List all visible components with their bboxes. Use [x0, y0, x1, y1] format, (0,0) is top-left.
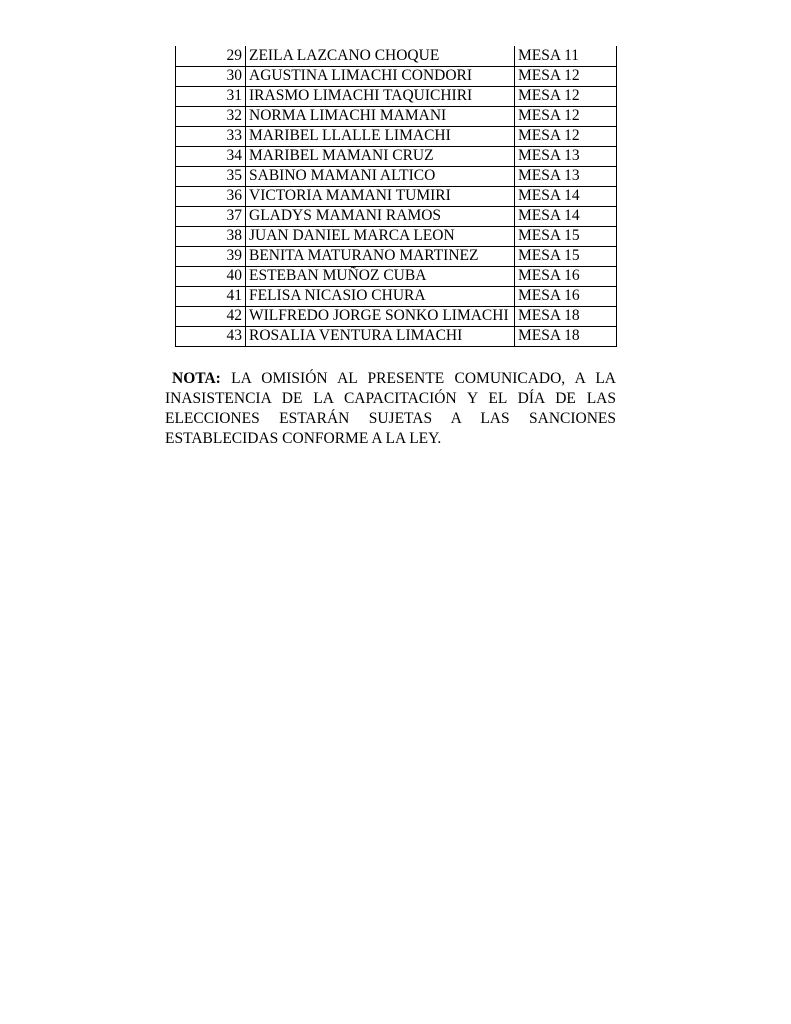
table-row: [176, 126, 617, 146]
mesa-assignment: MESA 13: [515, 146, 617, 166]
row-number: 30: [176, 66, 246, 86]
table-row: [176, 166, 617, 186]
designation-table: [175, 46, 617, 347]
row-number: 33: [176, 126, 246, 146]
note-label: NOTA:: [172, 370, 221, 387]
table-row: [176, 206, 617, 226]
mesa-assignment: MESA 16: [515, 266, 617, 286]
mesa-assignment: MESA 15: [515, 246, 617, 266]
table-row: [176, 66, 617, 86]
row-number: 40: [176, 266, 246, 286]
mesa-assignment: MESA 18: [515, 306, 617, 326]
person-name: WILFREDO JORGE SONKO LIMACHI: [246, 306, 515, 326]
row-number: 38: [176, 226, 246, 246]
person-name: VICTORIA MAMANI TUMIRI: [246, 186, 515, 206]
designation-table-body: [176, 46, 617, 346]
row-number: 35: [176, 166, 246, 186]
person-name: SABINO MAMANI ALTICO: [246, 166, 515, 186]
person-name: ZEILA LAZCANO CHOQUE: [246, 46, 515, 66]
person-name: IRASMO LIMACHI TAQUICHIRI: [246, 86, 515, 106]
table-row: [176, 246, 617, 266]
person-name: GLADYS MAMANI RAMOS: [246, 206, 515, 226]
table-row: [176, 86, 617, 106]
mesa-assignment: MESA 11: [515, 46, 617, 66]
mesa-assignment: MESA 16: [515, 286, 617, 306]
table-row: [176, 266, 617, 286]
table-row: [176, 326, 617, 346]
table-row: [176, 286, 617, 306]
person-name: BENITA MATURANO MARTINEZ: [246, 246, 515, 266]
person-name: NORMA LIMACHI MAMANI: [246, 106, 515, 126]
mesa-assignment: MESA 12: [515, 66, 617, 86]
mesa-assignment: MESA 15: [515, 226, 617, 246]
mesa-assignment: MESA 12: [515, 86, 617, 106]
note-paragraph: [165, 369, 616, 449]
note-text: LA OMISIÓN AL PRESENTE COMUNICADO, A LA INASISTENCIA DE LA CAPACITACIÓN Y EL DÍA DE LAS ELECCIONES ESTARÁN SUJETAS A LAS SANCIONES ESTABLECIDAS CONFORME A LA LEY.: [165, 370, 616, 447]
row-number: 42: [176, 306, 246, 326]
person-name: AGUSTINA LIMACHI CONDORI: [246, 66, 515, 86]
row-number: 39: [176, 246, 246, 266]
row-number: 32: [176, 106, 246, 126]
row-number: 37: [176, 206, 246, 226]
person-name: FELISA NICASIO CHURA: [246, 286, 515, 306]
person-name: ESTEBAN MUÑOZ CUBA: [246, 266, 515, 286]
person-name: ROSALIA VENTURA LIMACHI: [246, 326, 515, 346]
table-row: [176, 186, 617, 206]
row-number: 41: [176, 286, 246, 306]
row-number: 36: [176, 186, 246, 206]
mesa-assignment: MESA 14: [515, 206, 617, 226]
mesa-assignment: MESA 13: [515, 166, 617, 186]
table-row: [176, 226, 617, 246]
person-name: MARIBEL LLALLE LIMACHI: [246, 126, 515, 146]
table-row: [176, 146, 617, 166]
row-number: 34: [176, 146, 246, 166]
person-name: JUAN DANIEL MARCA LEON: [246, 226, 515, 246]
row-number: 29: [176, 46, 246, 66]
row-number: 31: [176, 86, 246, 106]
mesa-assignment: MESA 14: [515, 186, 617, 206]
table-row: [176, 106, 617, 126]
row-number: 43: [176, 326, 246, 346]
table-row: [176, 46, 617, 66]
mesa-assignment: MESA 12: [515, 106, 617, 126]
mesa-assignment: MESA 12: [515, 126, 617, 146]
mesa-assignment: MESA 18: [515, 326, 617, 346]
table-row: [176, 306, 617, 326]
person-name: MARIBEL MAMANI CRUZ: [246, 146, 515, 166]
